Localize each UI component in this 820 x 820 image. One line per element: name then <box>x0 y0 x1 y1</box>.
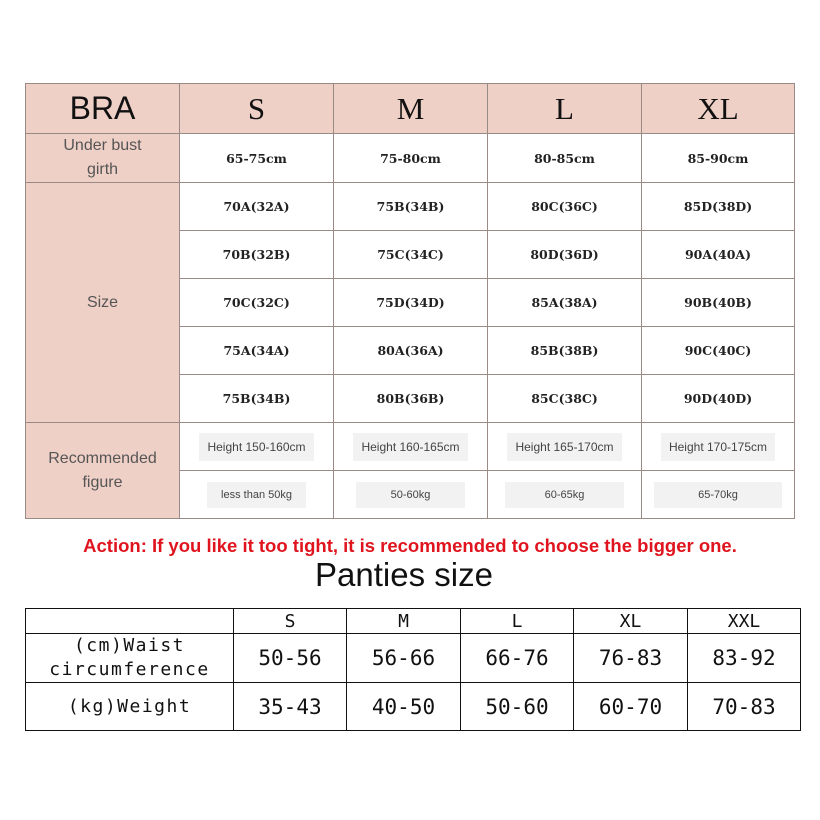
size-cell: 75A(34A) <box>180 327 334 375</box>
waist-label <box>26 634 234 683</box>
under-bust-label <box>26 134 180 183</box>
waist-cell: 76-83 <box>574 634 688 683</box>
action-notice: Action: If you like it too tight, it is recommended to choose the bigger one. <box>83 535 737 556</box>
height-cell <box>180 423 334 471</box>
size-cell: 80C(36C) <box>488 183 642 231</box>
waist-cell: 66-76 <box>461 634 574 683</box>
weight-label: (kg)Weight <box>26 683 234 731</box>
size-cell: 75B(34B) <box>334 183 488 231</box>
under-bust-label-line1: Under bust <box>63 137 142 154</box>
size-cell: 90A(40A) <box>642 231 795 279</box>
weight-chip: 65-70kg <box>654 482 782 508</box>
weight-cell <box>180 471 334 519</box>
size-cell: 80B(36B) <box>334 375 488 423</box>
weight-cell <box>334 471 488 519</box>
size-cell: 75D(34D) <box>334 279 488 327</box>
height-chip: Height 165-170cm <box>507 433 621 461</box>
panties-weight-cell: 50-60 <box>461 683 574 731</box>
recommended-figure-label <box>26 423 180 519</box>
size-label: Size <box>26 183 180 423</box>
bra-size-header-l: L <box>488 84 642 134</box>
weight-chip: 50-60kg <box>356 482 466 508</box>
bra-size-header-xl: XL <box>642 84 795 134</box>
height-chip: Height 170-175cm <box>661 433 775 461</box>
weight-chip: less than 50kg <box>207 482 306 508</box>
size-cell: 75B(34B) <box>180 375 334 423</box>
panties-title: Panties size <box>315 556 493 593</box>
size-cell: 85B(38B) <box>488 327 642 375</box>
panties-weight-cell: 70-83 <box>688 683 801 731</box>
size-cell: 75C(34C) <box>334 231 488 279</box>
panties-weight-cell: 35-43 <box>234 683 347 731</box>
size-cell: 90B(40B) <box>642 279 795 327</box>
under-bust-cell: 80-85cm <box>488 134 642 183</box>
bra-title: BRA <box>26 84 180 134</box>
size-cell: 70B(32B) <box>180 231 334 279</box>
size-cell: 85D(38D) <box>642 183 795 231</box>
size-cell: 80D(36D) <box>488 231 642 279</box>
panties-size-header: XXL <box>688 609 801 634</box>
size-cell: 80A(36A) <box>334 327 488 375</box>
under-bust-cell: 65-75cm <box>180 134 334 183</box>
under-bust-cell: 75-80cm <box>334 134 488 183</box>
size-cell: 70A(32A) <box>180 183 334 231</box>
bra-size-table <box>25 83 795 519</box>
waist-cell: 83-92 <box>688 634 801 683</box>
weight-cell <box>642 471 795 519</box>
weight-cell <box>488 471 642 519</box>
bra-size-header-m: M <box>334 84 488 134</box>
waist-label-line2: circumference <box>49 659 210 680</box>
panties-weight-cell: 60-70 <box>574 683 688 731</box>
weight-chip: 60-65kg <box>505 482 625 508</box>
panties-header-empty <box>26 609 234 634</box>
waist-cell: 50-56 <box>234 634 347 683</box>
size-cell: 90D(40D) <box>642 375 795 423</box>
size-cell: 85C(38C) <box>488 375 642 423</box>
panties-size-header: XL <box>574 609 688 634</box>
height-chip: Height 160-165cm <box>353 433 467 461</box>
waist-cell: 56-66 <box>347 634 461 683</box>
panties-size-header: S <box>234 609 347 634</box>
under-bust-label-line2: girth <box>86 161 119 178</box>
under-bust-cell: 85-90cm <box>642 134 795 183</box>
height-cell <box>642 423 795 471</box>
waist-label-line1: (cm)Waist <box>73 635 186 656</box>
height-chip: Height 150-160cm <box>199 433 313 461</box>
recommended-label-line2: figure <box>82 473 123 491</box>
panties-size-table <box>25 608 801 731</box>
height-cell <box>334 423 488 471</box>
size-cell: 85A(38A) <box>488 279 642 327</box>
panties-size-header: L <box>461 609 574 634</box>
bra-size-header-s: S <box>180 84 334 134</box>
size-cell: 90C(40C) <box>642 327 795 375</box>
height-cell <box>488 423 642 471</box>
panties-weight-cell: 40-50 <box>347 683 461 731</box>
panties-size-header: M <box>347 609 461 634</box>
size-cell: 70C(32C) <box>180 279 334 327</box>
recommended-label-line1: Recommended <box>48 449 157 467</box>
